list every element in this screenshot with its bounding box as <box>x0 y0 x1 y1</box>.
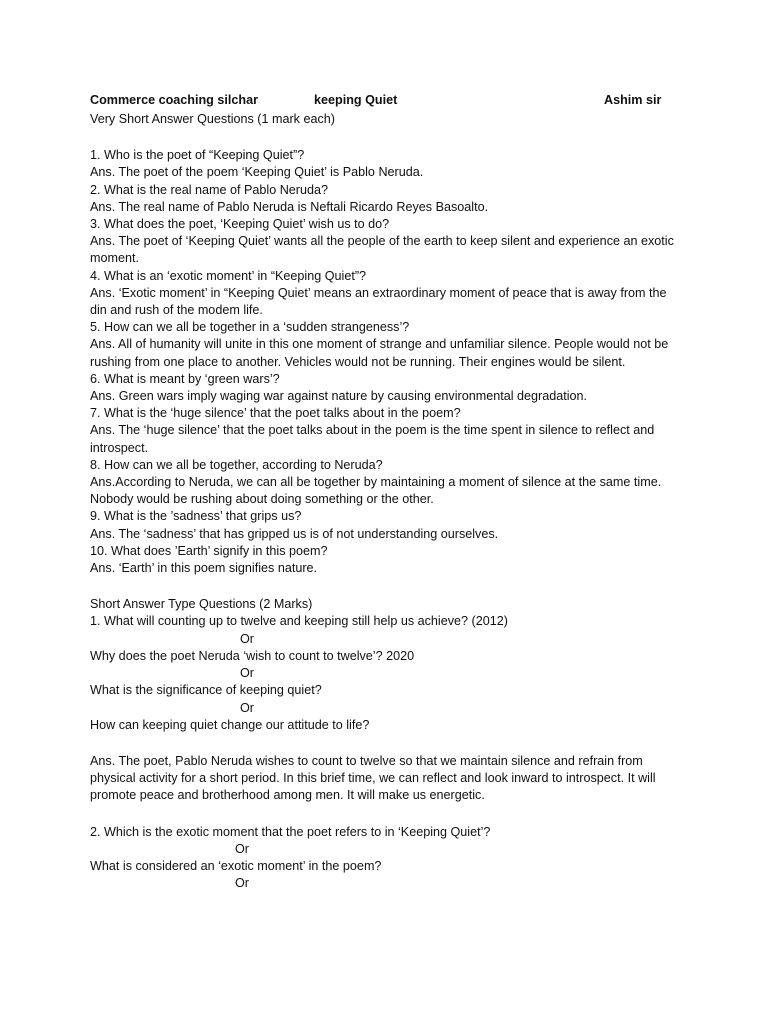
spacer <box>90 805 690 824</box>
answer-8: Ans.According to Neruda, we can all be together by maintaining a moment of silence at the same time. Nobody would be rushing about doing something or the other. <box>90 475 662 507</box>
or-separator: Or <box>235 841 249 856</box>
answer-4: Ans. ‘Exotic moment’ in “Keeping Quiet’ means an extraordinary moment of peace that is away from the din and rush of the modem life. <box>90 285 667 318</box>
header-poem-title: keeping Quiet <box>314 93 398 107</box>
question-9: 9. What is the ’sadness’ that grips us? <box>90 509 302 524</box>
question-6: 6. What is meant by ‘green wars’? <box>90 371 280 386</box>
section1-title: Very Short Answer Questions (1 mark each) <box>90 112 335 126</box>
spacer <box>90 577 690 596</box>
question-1: 1. Who is the poet of “Keeping Quiet”? <box>90 148 305 163</box>
question-3: 3. What does the poet, ‘Keeping Quiet’ wish us to do? <box>90 217 390 232</box>
question-7: 7. What is the ‘huge silence’ that the poet talks about in the poem? <box>90 406 461 421</box>
answer-6: Ans. Green wars imply waging war against nature by causing environmental degradation. <box>90 389 588 404</box>
sa-question-1-part-3: What is the significance of keeping quiet? <box>90 683 322 698</box>
answer-3: Ans. The poet of ‘Keeping Quiet’ wants all the people of the earth to keep silent and experience an exotic moment. <box>90 234 674 266</box>
answer-10: Ans. ‘Earth’ in this poem signifies nature. <box>90 561 318 576</box>
sa-question-1-part-1: 1. What will counting up to twelve and keeping still help us achieve? (2012) <box>90 614 508 629</box>
or-separator: Or <box>240 700 254 715</box>
sa-answer-1: Ans. The poet, Pablo Neruda wishes to count to twelve so that we maintain silence and refrain from physical activity for a short period. In this brief time, we can reflect and look inward to introspect. It will promote peace and brotherhood among men. It will make us energetic. <box>90 753 656 803</box>
header-author: Ashim sir <box>604 93 662 107</box>
sa-question-2-part-1: 2. Which is the exotic moment that the poet refers to in ‘Keeping Quiet’? <box>90 824 491 839</box>
or-separator: Or <box>235 876 249 891</box>
answer-9: Ans. The ‘sadness’ that has gripped us is of not understanding ourselves. <box>90 526 499 541</box>
document-header <box>90 92 690 111</box>
document-page <box>90 92 690 892</box>
answer-2: Ans. The real name of Pablo Neruda is Neftali Ricardo Reyes Basoalto. <box>90 199 489 214</box>
answer-7: Ans. The ‘huge silence’ that the poet talks about in the poem is the time spent in silence to reflect and introspect. <box>90 423 655 455</box>
or-separator: Or <box>240 666 254 681</box>
section2-title: Short Answer Type Questions (2 Marks) <box>90 597 313 612</box>
question-5: 5. How can we all be together in a ‘sudden strangeness’? <box>90 320 410 335</box>
answer-1: Ans. The poet of the poem ‘Keeping Quiet’ is Pablo Neruda. <box>90 165 424 180</box>
question-10: 10. What does ’Earth’ signify in this poem? <box>90 543 328 558</box>
sa-question-2-part-2: What is considered an ‘exotic moment’ in the poem? <box>90 858 382 873</box>
question-2: 2. What is the real name of Pablo Neruda? <box>90 182 329 197</box>
or-separator: Or <box>240 631 254 646</box>
question-4: 4. What is an ‘exotic moment’ in “Keeping Quiet”? <box>90 268 367 283</box>
answer-5: Ans. All of humanity will unite in this one moment of strange and unfamiliar silence. People would not be rushing from one place to another. Vehicles would not be running. Their engines would be silent. <box>90 337 669 369</box>
sa-question-1-part-4: How can keeping quiet change our attitude to life? <box>90 717 370 732</box>
question-8: 8. How can we all be together, according to Neruda? <box>90 457 383 472</box>
header-institute: Commerce coaching silchar <box>90 93 258 107</box>
sa-question-1-part-2: Why does the poet Neruda ‘wish to count to twelve’? 2020 <box>90 648 415 663</box>
spacer <box>90 734 690 753</box>
spacer <box>90 128 690 147</box>
